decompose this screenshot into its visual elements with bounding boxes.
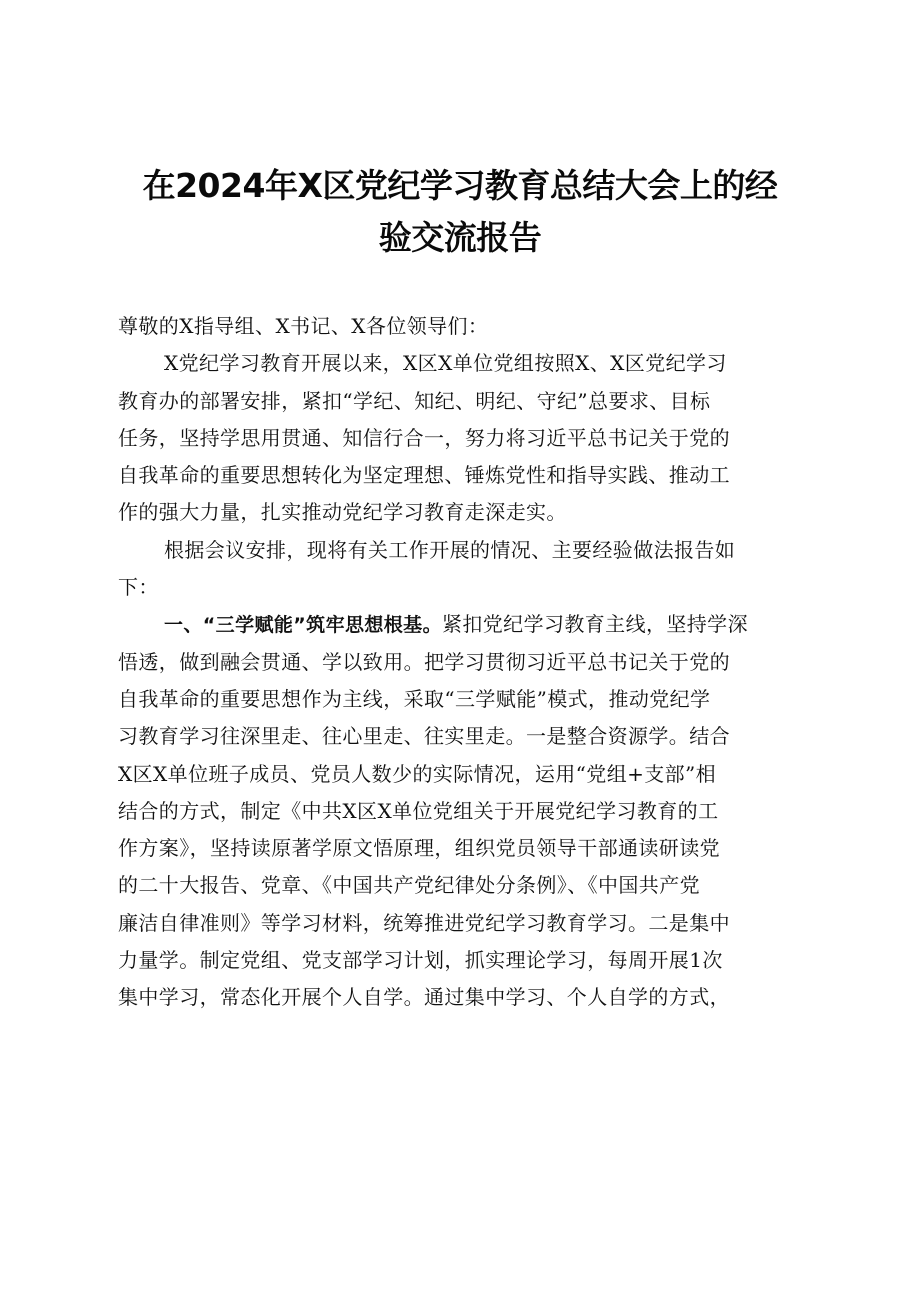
paragraph-line: 廉洁自律准则》等学习材料，统筹推进党纪学习教育学习。二是集中 [118, 910, 730, 935]
document-title [120, 160, 800, 264]
paragraph-line: 的二十大报告、党章、《中国共产党纪律处分条例》、《中国共产党 [118, 873, 700, 898]
paragraph-line: 悟透，做到融会贯通、学以致用。把学习贯彻习近平总书记关于党的 [118, 649, 730, 674]
paragraph-2 [118, 532, 808, 607]
paragraph-line: X党纪学习教育开展以来，X区X单位党组按照X、X区党纪学习 [164, 351, 727, 376]
paragraph-line: 根据会议安排，现将有关工作开展的情况、主要经验做法报告如 [164, 537, 736, 562]
title-line-2: 验交流报告 [378, 218, 542, 257]
paragraph-line: 下： [118, 575, 159, 600]
section-1-first-line-text: 紧扣党纪学习教育主线，坚持学深 [441, 612, 748, 637]
paragraph-line: 习教育学习往深里走、往心里走、往实里走。一是整合资源学。结合 [118, 724, 730, 749]
section-1-heading: 一、“三学赋能”筑牢思想根基。 [164, 614, 442, 637]
paragraph-line: 结合的方式，制定《中共X区X单位党组关于开展党纪学习教育的工 [118, 798, 719, 823]
paragraph-line: X区X单位班子成员、党员人数少的实际情况，运用“党组+支部”相 [118, 761, 717, 786]
paragraph-line: 自我革命的重要思想转化为坚定理想、锤炼党性和指导实践、推动工 [118, 463, 730, 488]
document-body [118, 308, 808, 1017]
section-1-first-line [118, 606, 808, 643]
paragraph-line: 作方案》，坚持读原著学原文悟原理，组织党员领导干部通读研读党 [118, 836, 720, 861]
section-1 [118, 606, 808, 1016]
title-line-1: 在2024年X区党纪学习教育总结大会上的经 [142, 166, 778, 205]
paragraph-line: 力量学。制定党组、党支部学习计划，抓实理论学习，每周开展1次 [118, 948, 723, 973]
paragraph-line: 作的强大力量，扎实推动党纪学习教育走深走实。 [118, 500, 567, 525]
paragraph-1 [118, 345, 808, 531]
paragraph-line: 集中学习，常态化开展个人自学。通过集中学习、个人自学的方式， [118, 985, 730, 1010]
salutation: 尊敬的X指导组、X书记、X各位领导们： [118, 314, 489, 338]
paragraph-line: 自我革命的重要思想作为主线，采取“三学赋能”模式，推动党纪学 [118, 686, 711, 711]
paragraph-line: 教育办的部署安排，紧扣“学纪、知纪、明纪、守纪”总要求、目标 [118, 388, 711, 413]
paragraph-line: 任务，坚持学思用贯通、知信行合一，努力将习近平总书记关于党的 [118, 425, 730, 450]
